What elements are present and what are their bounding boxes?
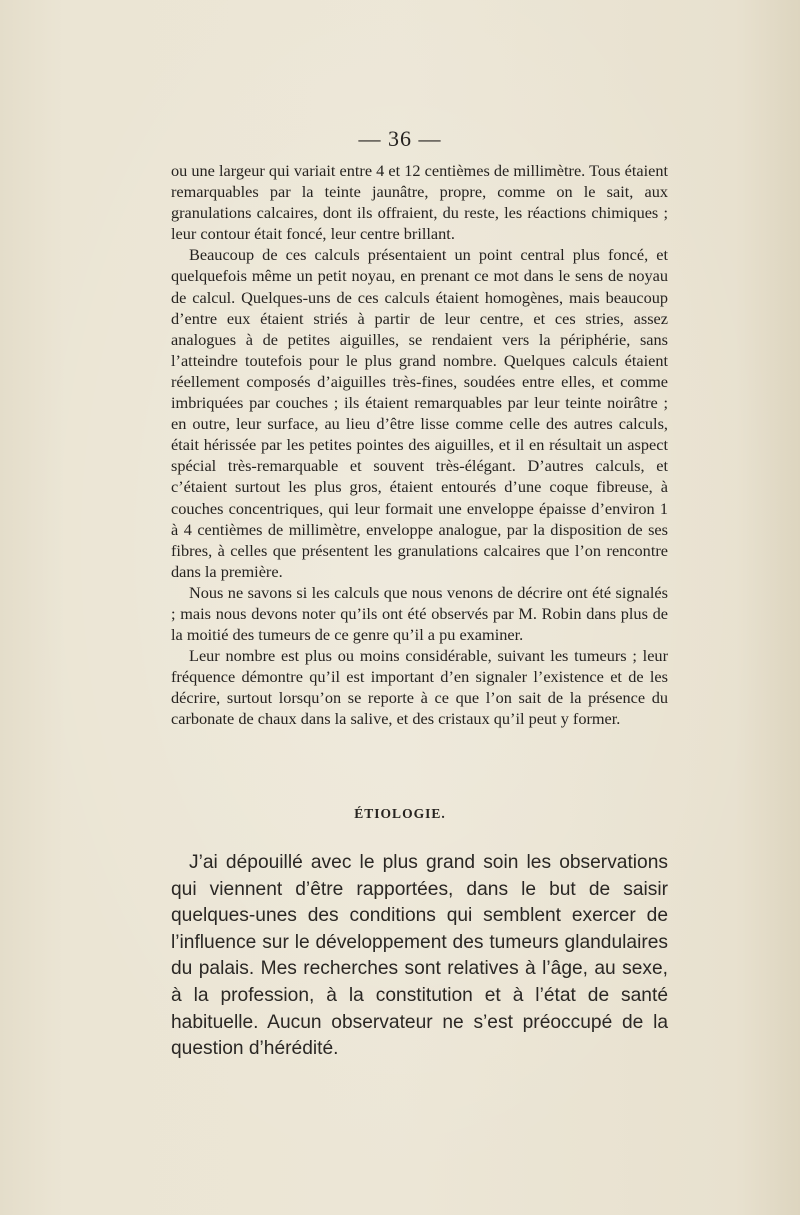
section-text (171, 850, 668, 1063)
section-heading: ÉTIOLOGIE. (354, 806, 446, 821)
body-text (171, 160, 668, 730)
page-number: — 36 — (358, 126, 442, 151)
paragraph-3: Nous ne savons si les calculs que nous venons de décrire ont été signalés ; mais nous devons noter qu’ils ont été observés par M. Robin dans plus de la moitié des tumeurs de ce genre qu’il a pu examiner. (171, 582, 668, 645)
paragraph-2: Beaucoup de ces calculs présentaient un point central plus foncé, et quelquefois même un petit noyau, en prenant ce mot dans le sens de noyau de calcul. Quelques-uns de ces calculs étaient homogènes, mais beaucoup d’entre eux étaient striés à partir de leur centre, et ces stries, assez analogues à de petites aiguilles, se rendaient vers la périphérie, sans l’atteindre toutefois pour le plus grand nombre. Quelques calculs étaient réellement composés d’aiguilles très-fines, soudées entre elles, et comme imbriquées par couches ; ils étaient remarquables par leur teinte noirâtre ; en outre, leur surface, au lieu d’être lisse comme celle des autres calculs, était hérissée par les petites pointes des aiguilles, et il en résultait un aspect spécial très-remarquable et souvent très-élégant. D’autres calculs, et c’étaient surtout les plus gros, étaient entourés d’une coque fibreuse, à couches concentriques, qui leur formait une enveloppe épaisse d’environ 1 à 4 centièmes de millimètre, enveloppe analogue, par la disposition de ses fibres, à celles que présentent les granulations calcaires que l’on rencontre dans la première. (171, 245, 668, 581)
paragraph-4: Leur nombre est plus ou moins considérable, suivant les tumeurs ; leur fréquence démontre qu’il est important d’en signaler l’existence et de les décrire, surtout lorsqu’on se reporte à ce que l’on sait de la présence du carbonate de chaux dans la salive, et des cristaux qu’il peut y former. (171, 646, 668, 729)
paragraph-1: ou une largeur qui variait entre 4 et 12 centièmes de millimètre. Tous étaient remarquables par la teinte jaunâtre, propre, comme on le sait, aux granulations calcaires, dont ils offraient, du reste, les réactions chimiques ; leur contour était foncé, leur centre brillant. (171, 161, 668, 244)
section-paragraph: J’ai dépouillé avec le plus grand soin les observations qui viennent d’être rapportées, dans le but de saisir quelques-unes des conditions qui semblent exercer de l’influence sur le développement des tumeurs glandulaires du palais. Mes recherches sont relatives à l’âge, au sexe, à la profession, à la constitution et à l’état de santé habituelle. Aucun observateur ne s’est préoccupé de la question d’hérédité. (171, 852, 668, 1060)
